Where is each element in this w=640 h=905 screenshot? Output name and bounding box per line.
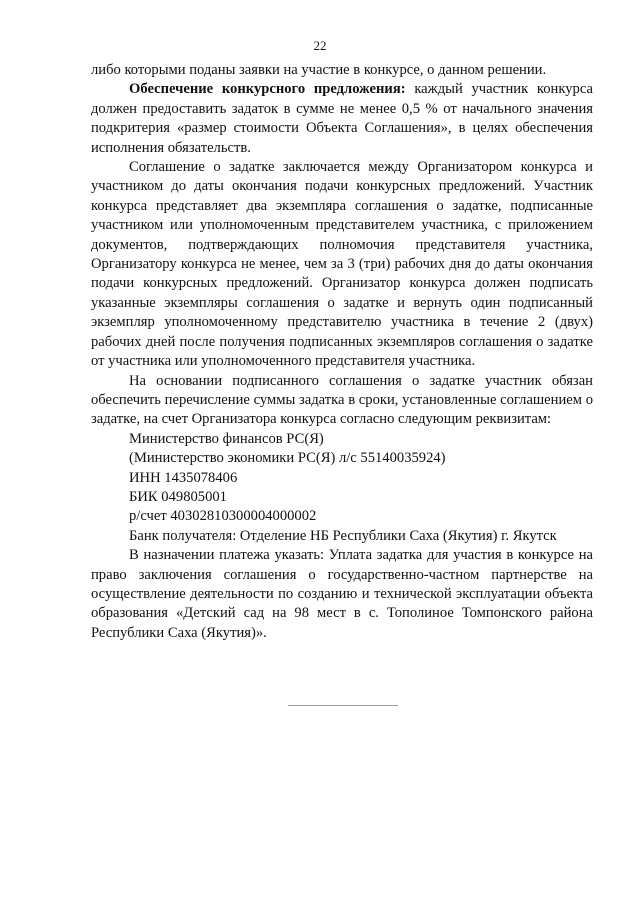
- page-number: 22: [313, 38, 327, 53]
- requisite-bik: БИК 049805001: [129, 488, 227, 505]
- requisite-account: р/счет 40302810300004000002: [129, 508, 317, 525]
- requisite-inn: ИНН 1435078406: [129, 469, 238, 486]
- bid-security-text: каждый участник конкурса должен предоставить задаток в сумме не менее 0,5 % от начального значения подкритерия «размер стоимости Объекта Соглашения», в целях обеспечения исполнения обязательств.: [91, 81, 593, 156]
- end-of-text-divider: [288, 705, 398, 706]
- paragraph-payment-purpose: В назначении платежа указать: Уплата задатка для участия в конкурсе на право заключения соглашения о государственно-частном партнерстве на осуществление деятельности по созданию и технической эксплуатации объекта образования «Детский сад на 98 мест в с. Тополиное Томпонского района Республики Саха (Якутия)».: [91, 547, 593, 641]
- requisite-sub-recipient: (Министерство экономики РС(Я) л/с 55140035924): [129, 450, 446, 467]
- requisite-recipient: Министерство финансов РС(Я): [129, 430, 324, 447]
- paragraph-deposit-agreement: Соглашение о задатке заключается между Организатором конкурса и участником до даты окончания подачи конкурсных предложений. Участник конкурса представляет два экземпляра соглашения о задатке, подписанные участником или уполномоченным представителем участника, с приложением документов, подтверждающих полномочия представителя участника, Организатору конкурса не менее, чем за 3 (три) рабочих дня до даты окончания подачи конкурсных предложений. Организатор конкурса должен подписать указанные экземпляры соглашения о задатке и вернуть один подписанный экземпляр уполномоченному представителю участника в течение 2 (двух) рабочих дней после получения подписанных экземпляров соглашения о задатке от участника или уполномоченного представителя участника.: [91, 159, 593, 370]
- bid-security-heading: Обеспечение конкурсного предложения:: [129, 81, 406, 98]
- paragraph-deposit-transfer: На основании подписанного соглашения о задатке участник обязан обеспечить перечисление суммы задатка в сроки, установленные соглашением о задатке, на счет Организатора конкурса согласно следующим реквизитам:: [91, 372, 593, 428]
- requisite-bank: Банк получателя: Отделение НБ Республики Саха (Якутия) г. Якутск: [129, 527, 557, 544]
- document-body: [91, 61, 593, 643]
- paragraph-bid-security: [91, 80, 593, 158]
- paragraph-continuation: либо которыми поданы заявки на участие в конкурсе, о данном решении.: [91, 62, 547, 78]
